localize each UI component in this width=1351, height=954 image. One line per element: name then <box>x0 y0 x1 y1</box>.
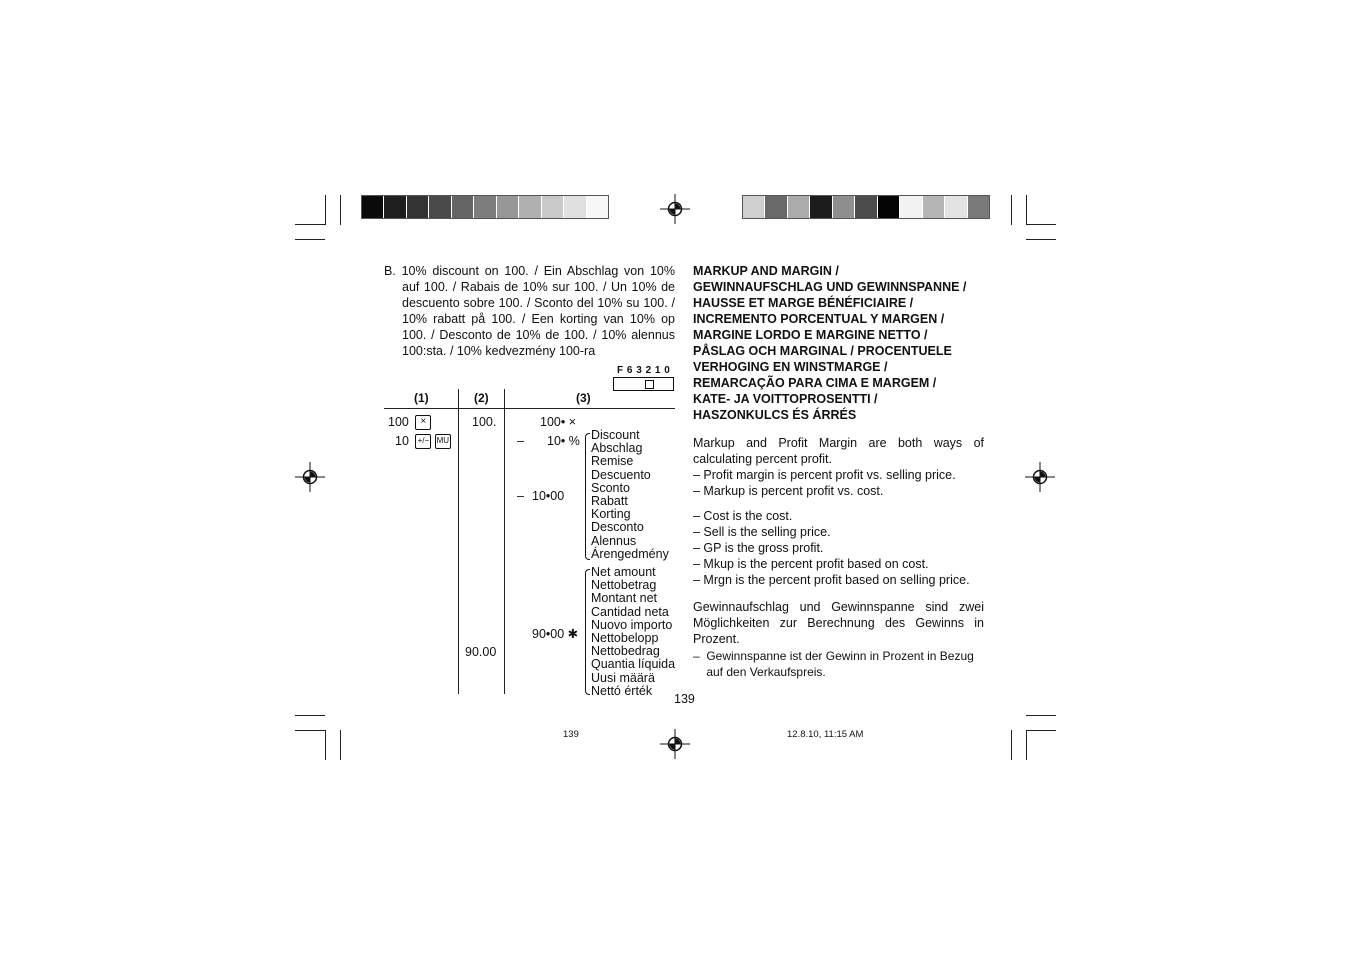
color-bar-left <box>361 195 609 219</box>
markup-paragraph-de <box>693 599 984 647</box>
col3-row1: 100• × <box>540 415 577 429</box>
color-swatch <box>854 196 876 218</box>
heading-line: KATE- JA VOITTOPROSENTTI / <box>693 392 878 406</box>
discount-brace <box>585 433 590 560</box>
list-item: – Gewinnspanne ist der Gewinn in Prozent in Bezug <box>693 649 974 663</box>
intro-line: 100. / Desconto de 10% de 100. / 10% alennus <box>402 328 675 342</box>
table-divider-2 <box>504 389 505 694</box>
col1-row2-value: 10 <box>395 434 409 448</box>
intro-paragraph <box>384 263 675 359</box>
col1-row2 <box>395 433 451 449</box>
multiply-key-icon: × <box>415 415 431 430</box>
heading-line: MARKUP AND MARGIN / <box>693 264 839 278</box>
table-header-rule <box>384 408 675 409</box>
discount-word: Descuento <box>591 467 651 482</box>
discount-word: Discount <box>591 428 640 442</box>
color-swatch <box>922 196 944 218</box>
page-number: 139 <box>674 692 695 706</box>
paragraph-line: Markup and Profit Margin are both ways of <box>693 436 984 450</box>
heading-line: VERHOGING EN WINSTMARGE / <box>693 360 888 374</box>
column-header-1: (1) <box>414 391 429 405</box>
heading-line: PÅSLAG OCH MARGINAL / PROCENTUELE <box>693 344 952 358</box>
list-item: – Mrgn is the percent profit based on selling price. <box>693 573 970 587</box>
list-item: – Markup is percent profit vs. cost. <box>693 484 884 498</box>
color-swatch <box>362 196 383 218</box>
registration-mark-bottom <box>660 729 690 759</box>
col1-row1-value: 100 <box>388 415 409 429</box>
intro-line: descuento sobre 100. / Sconto del 10% su 100. / <box>402 296 675 310</box>
discount-word: Remise <box>591 454 634 469</box>
net-amount-word: Nettobelopp <box>591 631 659 646</box>
markup-key-icon: MU <box>435 434 451 449</box>
col1-row1 <box>388 414 431 430</box>
color-swatch <box>563 196 585 218</box>
discount-word: Rabatt <box>591 494 628 509</box>
switch-indicator <box>613 377 674 391</box>
intro-line: B. 10% discount on 100. / Ein Abschlag von 10% <box>384 264 675 278</box>
color-swatch <box>586 196 608 218</box>
section-heading <box>693 263 966 423</box>
net-amount-word: Uusi määrä <box>591 670 655 685</box>
color-swatch <box>428 196 450 218</box>
list-item: – Mkup is the percent profit based on cost. <box>693 557 929 571</box>
paragraph-line: Möglichkeiten zur Berechnung des Gewinns in <box>693 616 984 630</box>
footer-page: 139 <box>563 729 579 740</box>
col2-row2: 90.00 <box>465 645 497 659</box>
color-swatch <box>451 196 473 218</box>
net-amount-word: Nuovo importo <box>591 617 673 632</box>
paragraph-line: calculating percent profit. <box>693 452 832 466</box>
discount-word: Abschlag <box>591 441 643 456</box>
registration-mark-top <box>660 194 690 224</box>
column-header-2: (2) <box>474 391 489 405</box>
heading-line: INCREMENTO PORCENTUAL Y MARGEN / <box>693 312 945 326</box>
intro-line: 100:sta. / 10% kedvezmény 100-ra <box>402 344 596 358</box>
heading-line: GEWINNAUFSCHLAG UND GEWINNSPANNE / <box>693 280 967 294</box>
column-header-3: (3) <box>576 391 591 405</box>
net-amount-word: Nettobetrag <box>591 578 657 593</box>
discount-words <box>591 429 669 561</box>
markup-paragraph-en <box>693 435 984 467</box>
sign-change-key-icon: +/− <box>415 434 431 449</box>
discount-word: Árengedmény <box>591 546 669 561</box>
color-swatch <box>809 196 831 218</box>
definition-list-3 <box>693 648 974 680</box>
footer-timestamp: 12.8.10, 11:15 AM <box>787 729 864 740</box>
heading-line: HAUSSE ET MARGE BÉNÉFICIAIRE / <box>693 296 914 310</box>
net-amount-word: Net amount <box>591 565 656 579</box>
net-amount-word: Nettobedrag <box>591 644 660 659</box>
color-swatch <box>967 196 989 218</box>
heading-line: REMARCAÇÃO PARA CIMA E MARGEM / <box>693 376 937 390</box>
list-item: – Profit margin is percent profit vs. selling price. <box>693 468 956 482</box>
discount-word: Desconto <box>591 520 644 535</box>
color-swatch <box>496 196 518 218</box>
list-item: auf den Verkaufspreis. <box>693 665 826 679</box>
list-item: – GP is the gross profit. <box>693 541 824 555</box>
color-swatch <box>743 196 764 218</box>
heading-line: MARGINE LORDO E MARGINE NETTO / <box>693 328 928 342</box>
color-swatch <box>899 196 921 218</box>
net-amount-word: Cantidad neta <box>591 604 669 619</box>
heading-line: HASZONKULCS ÉS ÁRRÉS <box>693 408 857 422</box>
color-swatch <box>832 196 854 218</box>
net-amount-words <box>591 566 675 698</box>
col3-row3-sign: – <box>517 489 524 503</box>
intro-line: 10% rabatt på 100. / Een korting van 10% op <box>402 312 675 326</box>
table-divider-1 <box>458 389 459 694</box>
col3-row3: 10•00 <box>532 489 565 503</box>
registration-mark-right <box>1025 462 1055 492</box>
net-amount-word: Quantia líquida <box>591 657 676 672</box>
color-swatch <box>518 196 540 218</box>
net-amount-word: Montant net <box>591 591 658 606</box>
list-item: – Sell is the selling price. <box>693 525 831 539</box>
color-swatch <box>541 196 563 218</box>
color-swatch <box>764 196 786 218</box>
definition-list-1 <box>693 467 956 499</box>
switch-knob <box>645 380 654 389</box>
color-swatch <box>944 196 966 218</box>
intro-line: auf 100. / Rabais de 10% sur 100. / Un 10% de <box>402 280 675 294</box>
col2-row1: 100. <box>472 415 497 429</box>
color-swatch <box>473 196 495 218</box>
paragraph-line: Gewinnaufschlag und Gewinnspanne sind zwei <box>693 600 984 614</box>
color-swatch <box>787 196 809 218</box>
net-amount-word: Nettó érték <box>591 683 653 698</box>
discount-word: Korting <box>591 507 631 522</box>
color-swatch <box>383 196 405 218</box>
definition-list-2 <box>693 508 970 588</box>
paragraph-line: Prozent. <box>693 632 740 646</box>
discount-word: Sconto <box>591 480 630 495</box>
color-swatch <box>406 196 428 218</box>
col3-row4: 90•00 ✱ <box>532 627 579 641</box>
color-bar-right <box>742 195 990 219</box>
net-amount-brace <box>585 569 590 695</box>
registration-mark-left <box>295 462 325 492</box>
switch-label: F 6 3 2 1 0 <box>617 365 671 376</box>
color-swatch <box>877 196 899 218</box>
col3-row2-sign: – <box>517 434 524 448</box>
col3-row2: 10• % <box>547 434 580 448</box>
list-item: – Cost is the cost. <box>693 509 793 523</box>
discount-word: Alennus <box>591 533 637 548</box>
